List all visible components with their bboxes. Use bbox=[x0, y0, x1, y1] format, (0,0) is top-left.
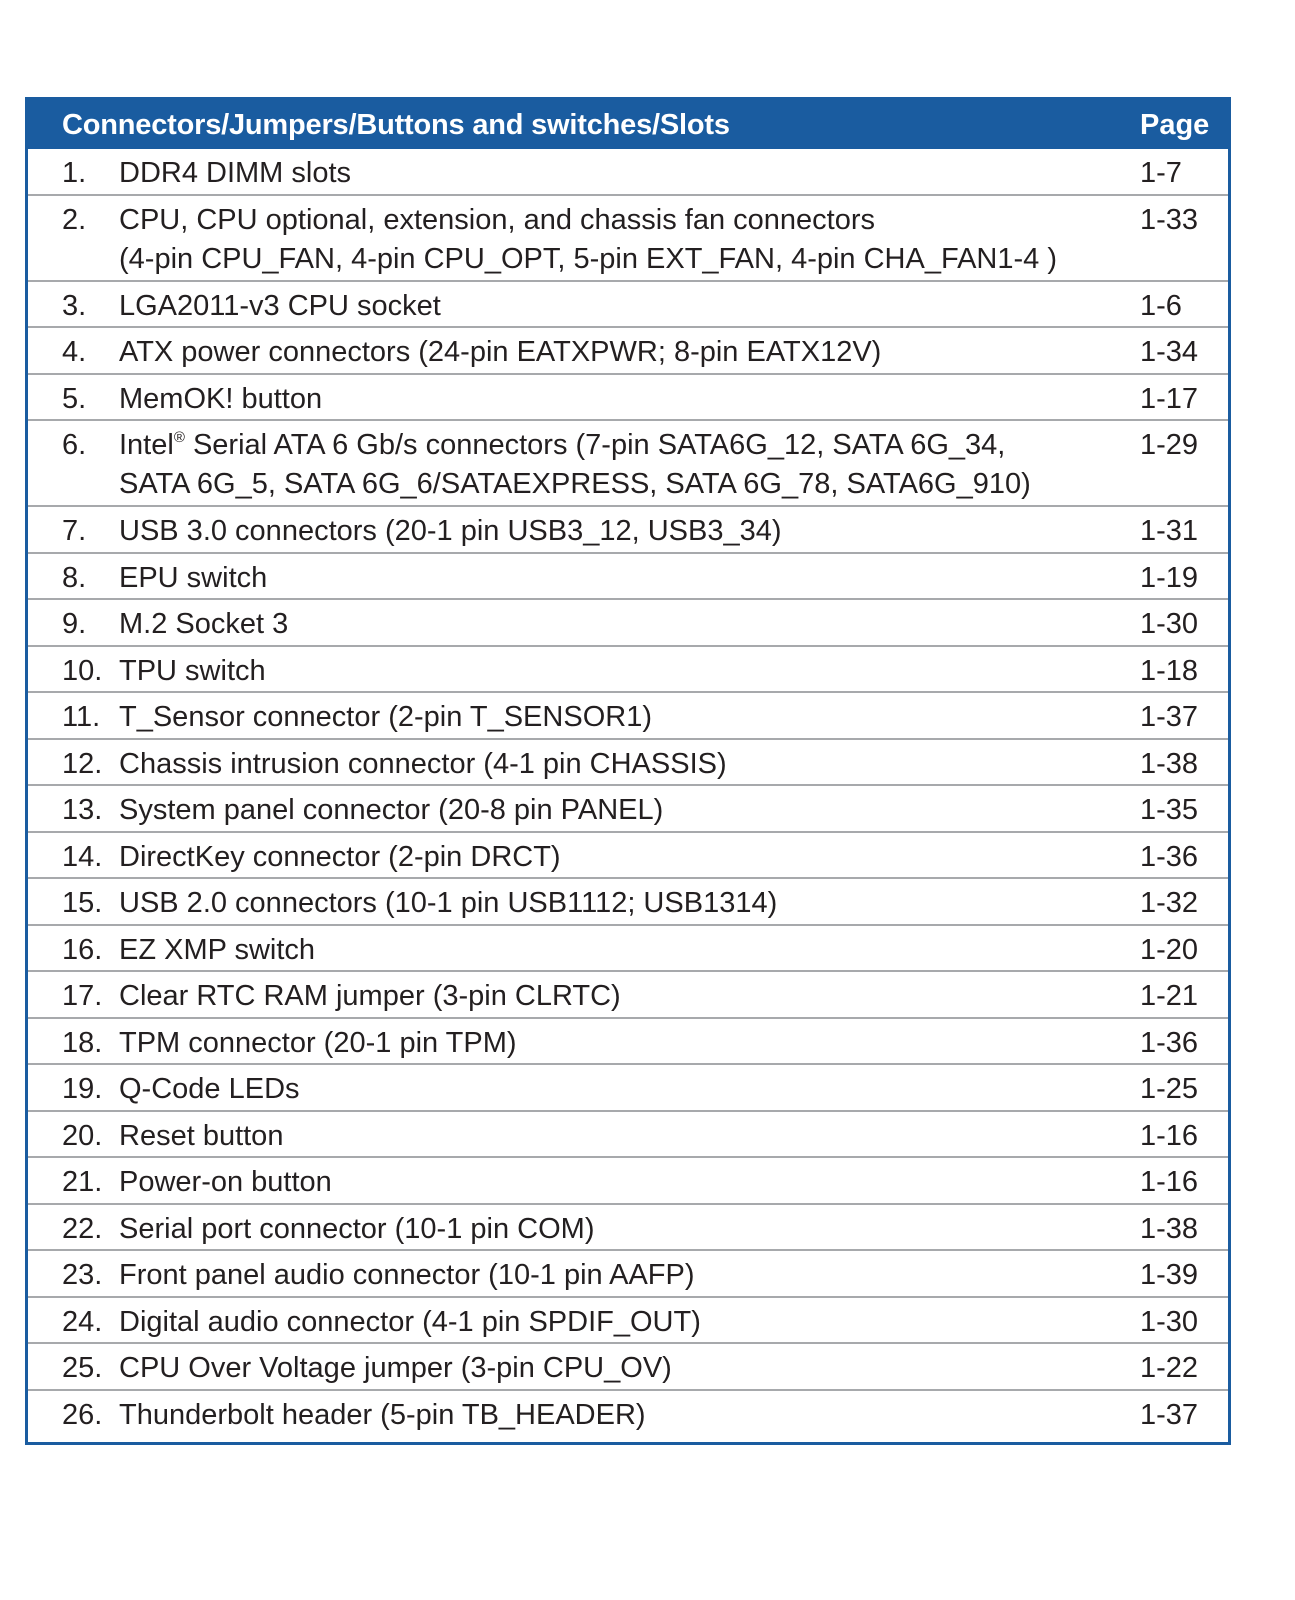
row-page-ref: 1-38 bbox=[1140, 747, 1199, 780]
row-page-ref: 1-35 bbox=[1140, 794, 1199, 826]
row-page-ref: 1-17 bbox=[1140, 382, 1199, 415]
row-page-ref: 1-7 bbox=[1140, 157, 1182, 189]
row-description bbox=[119, 1070, 1109, 1109]
row-description-line: Digital audio connector (4-1 pin SPDIF_OUT) bbox=[119, 1305, 701, 1338]
row-number: 1. bbox=[62, 157, 87, 189]
table-row bbox=[28, 1065, 1228, 1112]
row-description bbox=[119, 1396, 1109, 1435]
row-description-line: MemOK! button bbox=[119, 382, 323, 415]
row-description-line: LGA2011-v3 CPU socket bbox=[119, 289, 441, 322]
row-number: 9. bbox=[62, 608, 87, 640]
header-page-label: Page bbox=[1140, 109, 1210, 141]
row-number: 18. bbox=[62, 1026, 103, 1059]
row-description bbox=[119, 1117, 1109, 1156]
row-number: 4. bbox=[62, 336, 87, 368]
row-page-ref: 1-34 bbox=[1140, 336, 1199, 368]
row-description bbox=[119, 1163, 1109, 1202]
row-description-line: (4-pin CPU_FAN, 4-pin CPU_OPT, 5-pin EXT_FAN, 4-pin CHA_FAN1-4 ) bbox=[119, 242, 1057, 275]
row-description-line: Front panel audio connector (10-1 pin AAFP) bbox=[119, 1259, 695, 1291]
row-page-ref: 1-30 bbox=[1140, 608, 1199, 640]
row-page-ref: 1-21 bbox=[1140, 980, 1199, 1012]
table-row bbox=[28, 600, 1228, 647]
table-row bbox=[28, 149, 1228, 196]
table-row bbox=[28, 507, 1228, 554]
table-row bbox=[28, 282, 1228, 329]
row-description bbox=[119, 791, 1109, 830]
row-description-line: T_Sensor connector (2-pin T_SENSOR1) bbox=[119, 701, 652, 733]
row-description-line: ATX power connectors (24-pin EATXPWR; 8-pin EATX12V) bbox=[119, 336, 882, 368]
row-description bbox=[119, 1349, 1109, 1388]
row-description-line: Reset button bbox=[119, 1119, 284, 1152]
table-row bbox=[28, 740, 1228, 787]
row-description-line: Chassis intrusion connector (4-1 pin CHASSIS) bbox=[119, 747, 727, 780]
row-number: 2. bbox=[62, 203, 87, 236]
row-number: 21. bbox=[62, 1166, 103, 1198]
row-description bbox=[119, 745, 1109, 784]
row-page-ref: 1-22 bbox=[1140, 1352, 1199, 1384]
row-description-line: Clear RTC RAM jumper (3-pin CLRTC) bbox=[119, 980, 621, 1012]
row-description bbox=[119, 1256, 1109, 1295]
row-number: 14. bbox=[62, 840, 103, 873]
row-page-ref: 1-39 bbox=[1140, 1259, 1199, 1291]
table-row bbox=[28, 647, 1228, 694]
row-page-ref: 1-16 bbox=[1140, 1119, 1199, 1152]
header-title: Connectors/Jumpers/Buttons and switches/Slots bbox=[62, 109, 730, 141]
table-row bbox=[28, 1298, 1228, 1345]
row-description bbox=[119, 380, 1109, 419]
row-number: 19. bbox=[62, 1073, 103, 1105]
row-description bbox=[119, 154, 1109, 193]
row-description bbox=[119, 201, 1109, 279]
row-description-line: EZ XMP switch bbox=[119, 933, 316, 966]
row-number: 16. bbox=[62, 933, 103, 966]
table-row bbox=[28, 1205, 1228, 1252]
table-row bbox=[28, 1158, 1228, 1205]
table-row bbox=[28, 1019, 1228, 1066]
row-description-line: Thunderbolt header (5-pin TB_HEADER) bbox=[119, 1398, 646, 1431]
row-description bbox=[119, 287, 1109, 326]
row-description-line: M.2 Socket 3 bbox=[119, 608, 289, 640]
row-number: 5. bbox=[62, 382, 87, 415]
table-row bbox=[28, 926, 1228, 973]
row-number: 13. bbox=[62, 794, 103, 826]
row-number: 3. bbox=[62, 289, 87, 322]
row-page-ref: 1-32 bbox=[1140, 887, 1199, 919]
row-page-ref: 1-16 bbox=[1140, 1166, 1199, 1198]
row-description bbox=[119, 1024, 1109, 1063]
row-number: 26. bbox=[62, 1398, 103, 1431]
table-row bbox=[28, 421, 1228, 507]
table-row bbox=[28, 196, 1228, 282]
row-description-line: Q-Code LEDs bbox=[119, 1073, 300, 1105]
row-page-ref: 1-18 bbox=[1140, 654, 1199, 687]
row-number: 24. bbox=[62, 1305, 103, 1338]
row-number: 23. bbox=[62, 1259, 103, 1291]
row-number: 12. bbox=[62, 747, 103, 780]
table-row bbox=[28, 375, 1228, 422]
row-description bbox=[119, 698, 1109, 737]
row-page-ref: 1-33 bbox=[1140, 203, 1199, 236]
row-page-ref: 1-29 bbox=[1140, 429, 1199, 461]
row-number: 6. bbox=[62, 429, 87, 461]
table-row bbox=[28, 1391, 1228, 1438]
row-description-line: Intel® Serial ATA 6 Gb/s connectors (7-pin SATA6G_12, SATA 6G_34, bbox=[119, 429, 1006, 461]
row-description-line: USB 3.0 connectors (20-1 pin USB3_12, USB3_34) bbox=[119, 515, 782, 547]
row-description-line: CPU, CPU optional, extension, and chassis fan connectors bbox=[119, 203, 876, 236]
row-description-line: DDR4 DIMM slots bbox=[119, 157, 352, 189]
row-description-line: Serial port connector (10-1 pin COM) bbox=[119, 1212, 595, 1245]
table-row bbox=[28, 1344, 1228, 1391]
table-row bbox=[28, 554, 1228, 601]
row-number: 15. bbox=[62, 887, 103, 919]
row-description bbox=[119, 426, 1109, 504]
row-page-ref: 1-20 bbox=[1140, 933, 1199, 966]
row-number: 11. bbox=[62, 701, 101, 733]
row-page-ref: 1-36 bbox=[1140, 840, 1199, 873]
row-number: 10. bbox=[62, 654, 103, 687]
row-description-line: EPU switch bbox=[119, 561, 268, 594]
row-description bbox=[119, 884, 1109, 923]
row-page-ref: 1-19 bbox=[1140, 561, 1199, 594]
row-page-ref: 1-31 bbox=[1140, 515, 1199, 547]
table-row bbox=[28, 1251, 1228, 1298]
row-number: 8. bbox=[62, 561, 87, 594]
row-page-ref: 1-30 bbox=[1140, 1305, 1199, 1338]
row-description bbox=[119, 931, 1109, 970]
table-row bbox=[28, 833, 1228, 880]
row-description-line: TPM connector (20-1 pin TPM) bbox=[119, 1026, 517, 1059]
row-description-line: Power-on button bbox=[119, 1166, 332, 1198]
row-description-line: DirectKey connector (2-pin DRCT) bbox=[119, 840, 561, 873]
row-number: 22. bbox=[62, 1212, 103, 1245]
row-number: 20. bbox=[62, 1119, 103, 1152]
table-row bbox=[28, 328, 1228, 375]
row-description bbox=[119, 652, 1109, 691]
row-description bbox=[119, 1303, 1109, 1342]
table-header bbox=[28, 100, 1228, 149]
row-description bbox=[119, 977, 1109, 1016]
row-page-ref: 1-25 bbox=[1140, 1073, 1199, 1105]
table-row bbox=[28, 879, 1228, 926]
row-description-line: USB 2.0 connectors (10-1 pin USB1112; USB1314) bbox=[119, 887, 778, 919]
row-description-line: System panel connector (20-8 pin PANEL) bbox=[119, 794, 664, 826]
row-page-ref: 1-38 bbox=[1140, 1212, 1199, 1245]
row-description bbox=[119, 1210, 1109, 1249]
row-description bbox=[119, 512, 1109, 551]
row-page-ref: 1-37 bbox=[1140, 701, 1199, 733]
row-page-ref: 1-37 bbox=[1140, 1398, 1199, 1431]
row-number: 25. bbox=[62, 1352, 103, 1384]
table-row bbox=[28, 786, 1228, 833]
connectors-table bbox=[25, 97, 1231, 1445]
row-page-ref: 1-6 bbox=[1140, 289, 1182, 322]
table-row bbox=[28, 1112, 1228, 1159]
row-description-line: CPU Over Voltage jumper (3-pin CPU_OV) bbox=[119, 1352, 672, 1384]
row-page-ref: 1-36 bbox=[1140, 1026, 1199, 1059]
row-description bbox=[119, 605, 1109, 644]
table-row bbox=[28, 693, 1228, 740]
table-row bbox=[28, 972, 1228, 1019]
row-description-line: SATA 6G_5, SATA 6G_6/SATAEXPRESS, SATA 6G_78, SATA6G_910) bbox=[119, 468, 1031, 500]
row-description bbox=[119, 559, 1109, 598]
row-description bbox=[119, 838, 1109, 877]
table-body bbox=[28, 149, 1228, 1437]
row-description-line: TPU switch bbox=[119, 654, 266, 687]
row-number: 17. bbox=[62, 980, 103, 1012]
row-number: 7. bbox=[62, 515, 87, 547]
row-description bbox=[119, 333, 1109, 372]
